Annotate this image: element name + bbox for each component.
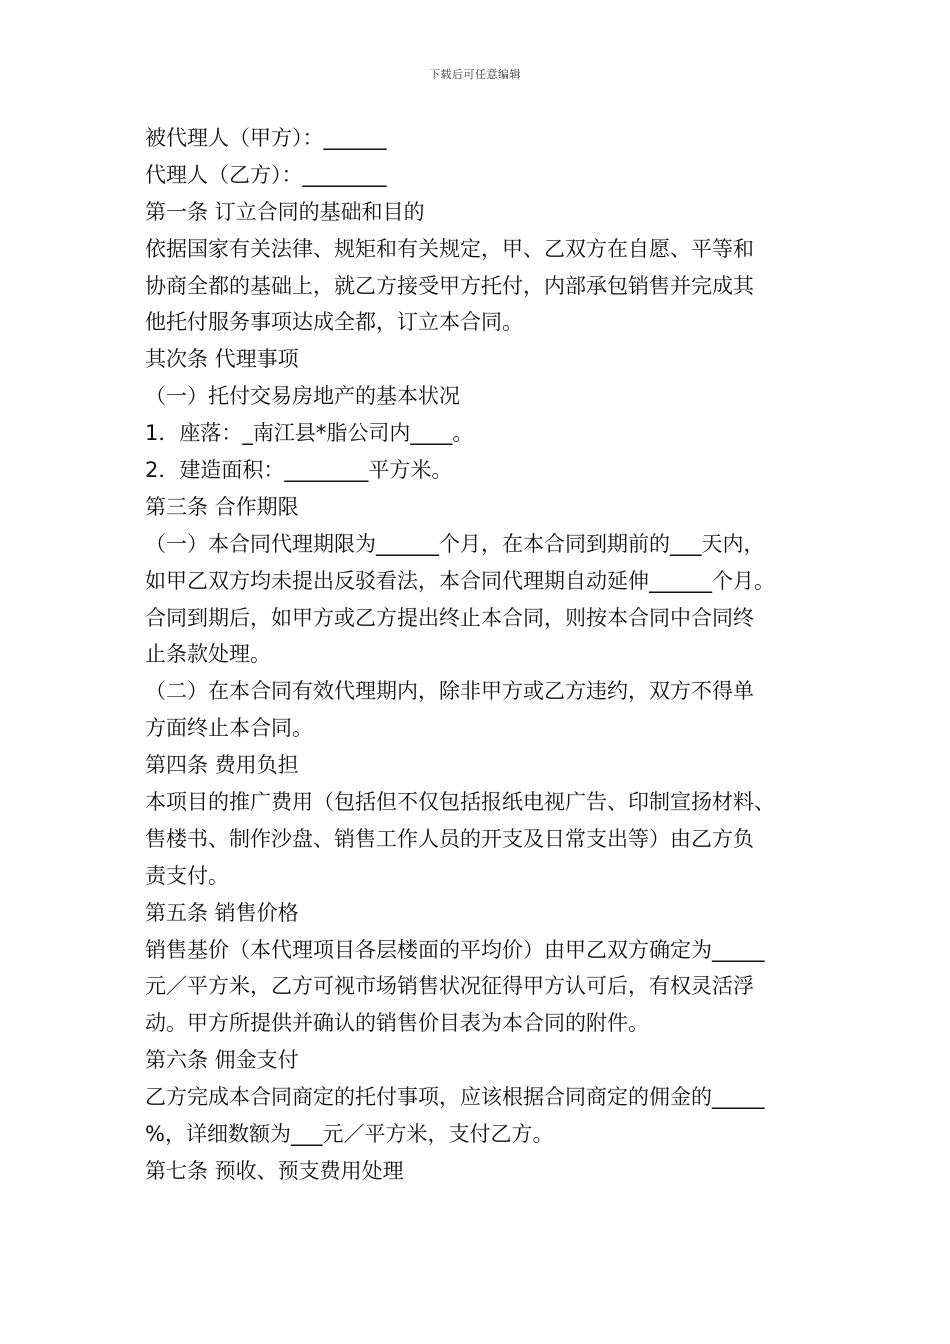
article-5-heading: 第五条 销售价格 [145,900,299,925]
paragraph-line: （一）本合同代理期限为______个月，在本合同到期前的___天内， [145,531,765,556]
paragraph-line: 元／平方米，乙方可视市场销售状况征得甲方认可后，有权灵活浮 [145,974,754,999]
article-3-heading: 第三条 合作期限 [145,494,299,519]
paragraph-line: 如甲乙双方均未提出反驳看法，本合同代理期自动延伸______个月。 [145,568,775,593]
agent-line: 代理人（乙方）：________ [145,162,387,187]
paragraph-line: 责支付。 [145,863,229,888]
paragraph-line: 合同到期后，如甲方或乙方提出终止本合同，则按本合同中合同终 [145,605,754,630]
paragraph-line: 本项目的推广费用（包括但不仅包括报纸电视广告、印制宣扬材料、 [145,790,775,815]
list-item: 1．座落：_南江县*脂公司内____。 [145,421,474,446]
paragraph-line: 乙方完成本合同商定的托付事项，应该根据合同商定的佣金的_____ [145,1085,765,1110]
article-1-heading: 第一条 订立合同的基础和目的 [145,199,425,224]
paragraph-line: 止条款处理。 [145,642,271,667]
article-6-heading: 第六条 佣金支付 [145,1048,299,1073]
paragraph-line: 他托付服务事项达成全都，订立本合同。 [145,310,523,335]
principal-line: 被代理人（甲方）：______ [145,126,387,150]
article-2-heading: 其次条 代理事项 [145,347,299,372]
paragraph-line: （二）在本合同有效代理期内，除非甲方或乙方违约，双方不得单 [145,679,754,704]
paragraph-line: 方面终止本合同。 [145,716,313,741]
paragraph-line: %，详细数额为___元／平方米，支付乙方。 [145,1122,554,1147]
list-item: 2．建造面积：________平方米。 [145,458,453,483]
article-7-heading: 第七条 预收、预支费用处理 [145,1158,404,1183]
paragraph-line: 协商全都的基础上，就乙方接受甲方托付，内部承包销售并完成其 [145,273,754,298]
paragraph-line: 依据国家有关法律、规矩和有关规定，甲、乙双方在自愿、平等和 [145,236,754,261]
document-body [145,120,825,1190]
article-4-heading: 第四条 费用负担 [145,753,299,778]
page-header: 下载后可任意编辑 [429,68,521,81]
paragraph-line: 销售基价（本代理项目各层楼面的平均价）由甲乙双方确定为_____ [145,937,765,962]
paragraph-line: 动。甲方所提供并确认的销售价目表为本合同的附件。 [145,1011,649,1036]
paragraph-line: 售楼书、制作沙盘、销售工作人员的开支及日常支出等）由乙方负 [145,826,754,851]
subsection-heading: （一）托付交易房地产的基本状况 [145,384,460,409]
